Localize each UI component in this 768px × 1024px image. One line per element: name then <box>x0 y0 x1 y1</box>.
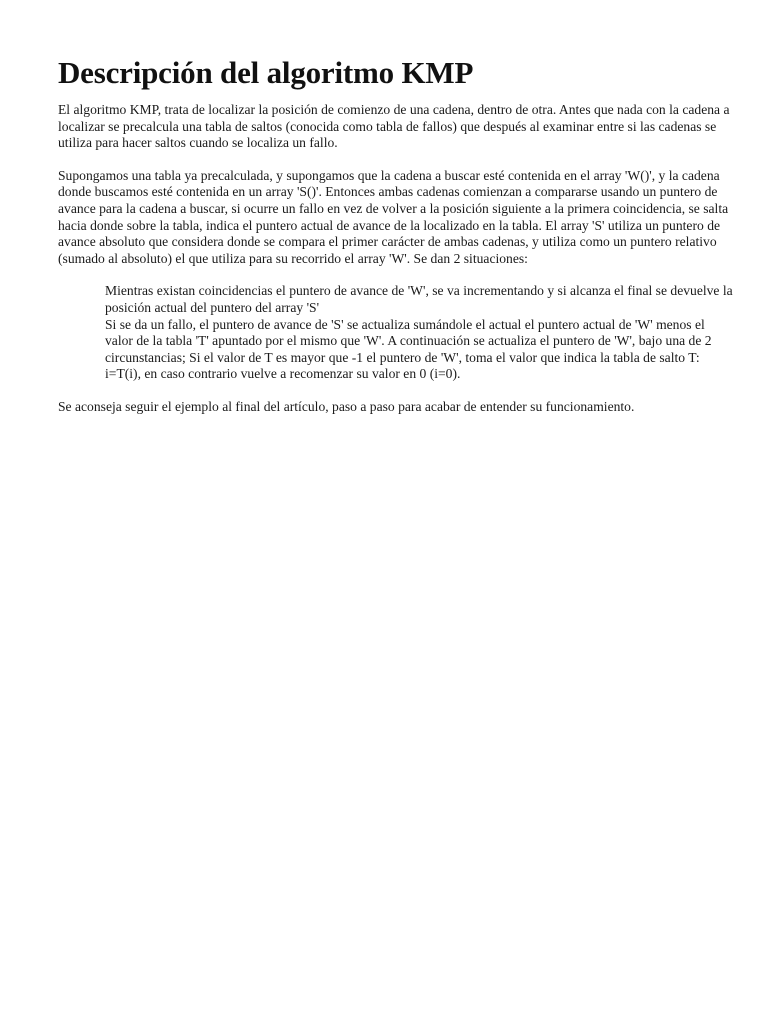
description-paragraph: Supongamos una tabla ya precalculada, y supongamos que la cadena a buscar esté contenida en el array 'W()', y la cadena donde buscamos esté contenida en un array 'S()'. Entonces ambas cadenas comienzan a compararse usando un puntero de avance para la cadena a buscar, si ocurre un fallo en vez de volver a la posición siguiente a la primera coincidencia, se salta hacia donde sobre la tabla, indica el puntero actual de avance de la localizado en la tabla. El array 'S' utiliza un puntero de avance absoluto que considera donde se compara el primer carácter de ambas cadenas, y utiliza como un puntero relativo (sumado al absoluto) el que utiliza para su recorrido el array 'W'. Se dan 2 situaciones: <box>58 167 729 266</box>
closing-paragraph: Se aconseja seguir el ejemplo al final del artículo, paso a paso para acabar de entender su funcionamiento. <box>58 398 635 414</box>
intro-paragraph: El algoritmo KMP, trata de localizar la posición de comienzo de una cadena, dentro de otra. Antes que nada con la cadena a localizar se precalcula una tabla de saltos (conocida como tabla de fallos) que después al examinar entre si las cadenas se utiliza para hacer saltos cuando se localiza un fallo. <box>58 102 730 151</box>
situations-block <box>105 283 734 383</box>
document-page <box>58 54 734 432</box>
page-title: Descripción del algoritmo KMP <box>58 55 474 90</box>
situation-item: Si se da un fallo, el puntero de avance de 'S' se actualiza sumándole el actual el puntero actual de 'W' menos el valor de la tabla 'T' apuntado por el mismo que 'W'. A continuación se actualiza el puntero de 'W', bajo una de 2 circunstancias; Si el valor de T es mayor que -1 el puntero de 'W', toma el valor que indica la tabla de salto T: i=T(i), en caso contrario vuelve a recomenzar su valor en 0 (i=0). <box>105 316 712 382</box>
situation-item: Mientras existan coincidencias el puntero de avance de 'W', se va incrementando y si alcanza el final se devuelve la posición actual del puntero del array 'S' <box>105 283 733 315</box>
